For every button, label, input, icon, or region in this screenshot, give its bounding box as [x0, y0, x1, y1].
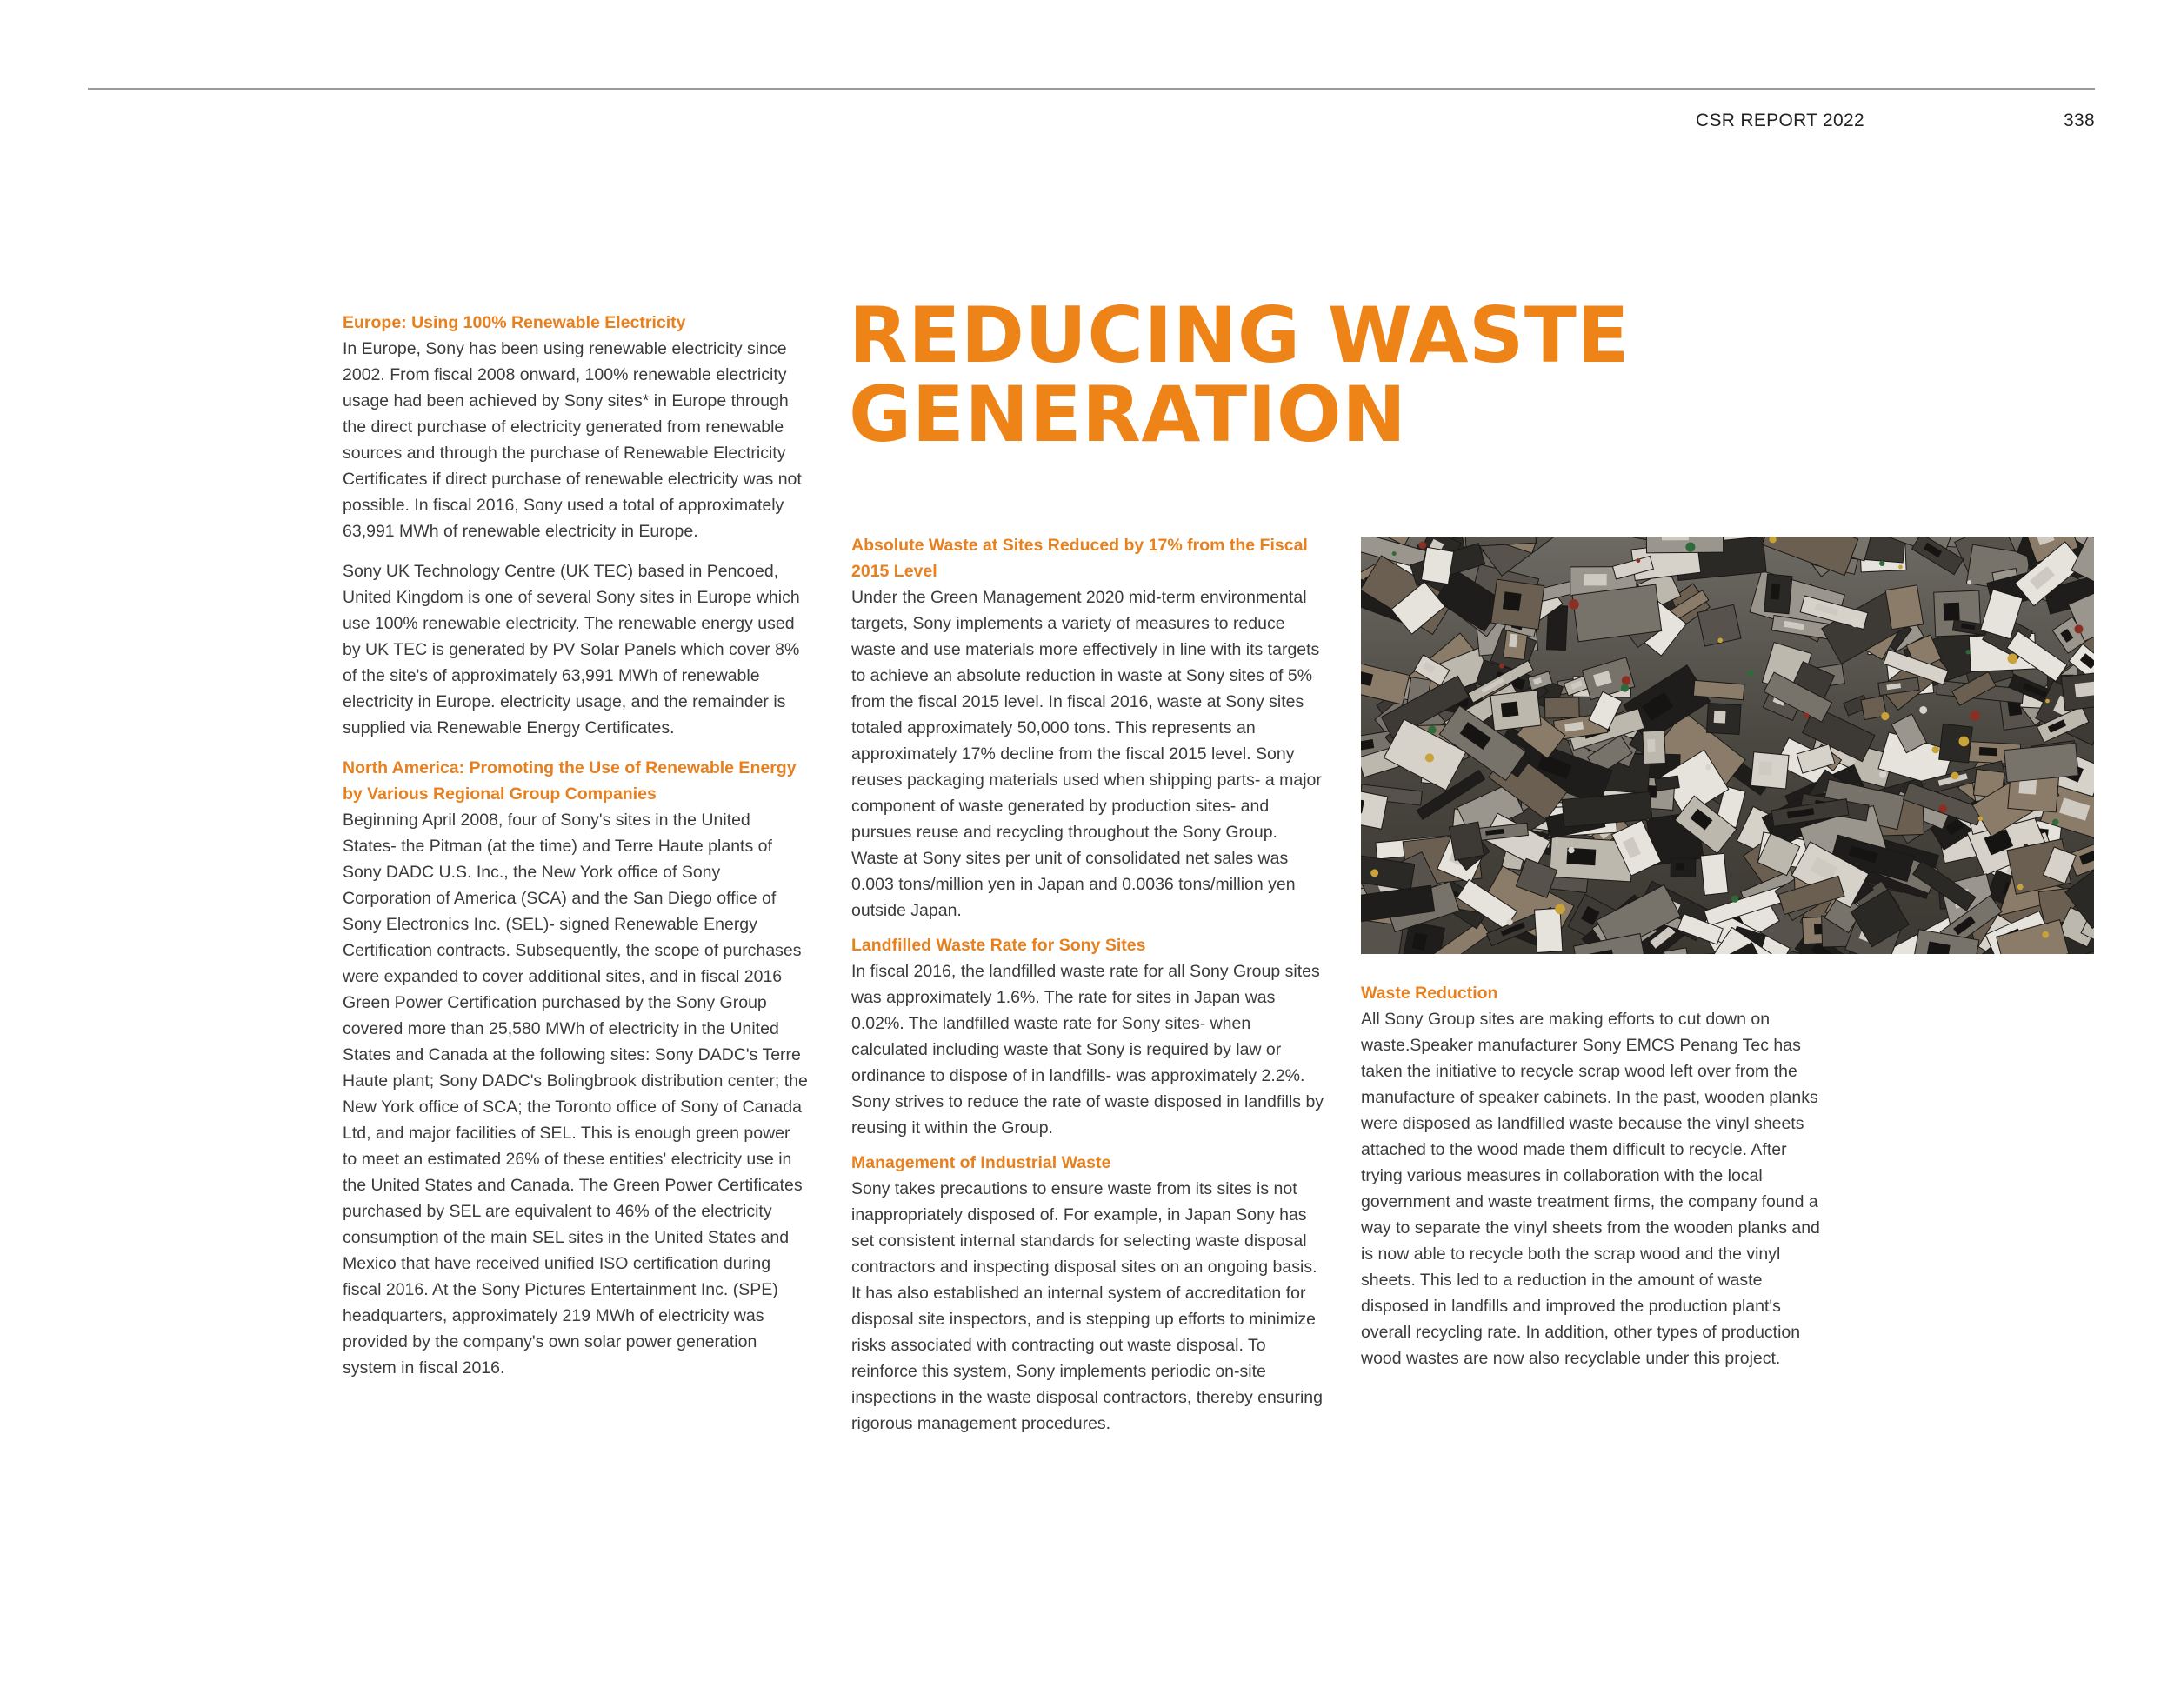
landfilled-body: In fiscal 2016, the landfilled waste rate for all Sony Group sites was approximately 1.6%. The rate for sites in Japan was 0.02%. The landfilled waste rate for Sony sites- when calculated including waste that Sony is required by law or ordinance to dispose of in landfills- was approximately 2.2%. Sony strives to reduce the rate of waste disposed in landfills by reusing it within the Group. [851, 962, 1324, 1138]
scrap-component [1978, 817, 1983, 821]
scrap-component [1568, 847, 1574, 853]
scrap-piece [1885, 585, 1924, 630]
europe-paragraph-1: In Europe, Sony has been using renewable electricity since 2002. From fiscal 2008 onward, 100% renewable electricity usage had been achieved by Sony sites* in Europe through the direct purchase of electricity generated from renewable sources and through the purchase of Renewable Electricity Certificates if direct purchase of renewable electricity was not possible. In fiscal 2016, Sony used a total of approximately 63,991 MWh of renewable electricity in Europe. [343, 339, 802, 541]
scrap-component [1569, 599, 1579, 610]
page-title [849, 290, 1892, 459]
scrap-component [1428, 726, 1436, 734]
scrap-component [2017, 884, 2024, 891]
scrap-piece [1535, 908, 1563, 952]
scrap-detail [1501, 702, 1519, 717]
scrap-component [1970, 711, 1979, 720]
absolute-waste-heading: Absolute Waste at Sites Reduced by 17% from the Fiscal 2015 Level [851, 536, 1308, 581]
scrap-component [1621, 684, 1629, 691]
scrap-detail [1714, 711, 1726, 723]
europe-heading: Europe: Using 100% Renewable Electricity [343, 313, 686, 332]
scrap-component [1966, 650, 1971, 654]
scrap-component [1879, 771, 1886, 778]
middle-column [851, 532, 1325, 1445]
scrap-detail [1979, 747, 1997, 756]
page-title-line-1: REDUCING WASTE [849, 290, 1630, 380]
e-waste-illustration [1361, 537, 2094, 954]
scrap-detail [1676, 863, 1684, 871]
scrap-component [1881, 712, 1889, 720]
landfilled-heading: Landfilled Waste Rate for Sony Sites [851, 936, 1146, 955]
scrap-piece [1544, 697, 1579, 718]
scrap-detail [1662, 537, 1689, 540]
scrap-detail [1503, 591, 1522, 611]
page-number: 338 [2064, 110, 2095, 130]
scrap-piece [1421, 547, 1453, 584]
scrap-piece [1701, 853, 1729, 895]
scrap-piece [1449, 822, 1484, 860]
scrap-component [1951, 772, 1959, 780]
left-column [343, 310, 808, 1395]
report-title: CSR REPORT 2022 [1696, 110, 1864, 130]
scrap-component [1731, 896, 1738, 903]
scrap-component [1636, 558, 1640, 563]
scrap-piece [2004, 744, 2079, 783]
scrap-component [1685, 543, 1695, 552]
scrap-component [1932, 746, 1939, 753]
scrap-detail [1509, 634, 1517, 648]
scrap-component [1392, 551, 1397, 556]
scrap-component [1622, 676, 1630, 684]
scrap-component [1555, 904, 1565, 915]
e-waste-photo [1361, 537, 2094, 954]
scrap-piece [1572, 584, 1661, 642]
scrap-detail [1759, 761, 1772, 776]
scrap-component [1419, 542, 1427, 550]
waste-reduction-body: All Sony Group sites are making efforts to cut down on waste.Speaker manufacturer Sony EMCS Penang Tec has taken the initiative to recycle scrap wood left over from the manufacture of speaker cabinets. In the past, wooden planks were disposed as landfilled waste because the vinyl sheets attached to the wood made them difficult to recycle. After trying various measures in collaboration with the local government and waste treatment firms, the company found a way to separate the vinyl sheets from the wooden planks and is now able to recycle both the scrap wood and the vinyl sheets. This led to a reduction in the amount of waste disposed in landfills and improved the production plant's overall recycling rate. In addition, other types of production wood wastes are now also recyclable under this project. [1361, 1010, 1820, 1368]
scrap-component [1959, 737, 1970, 747]
scrap-component [1370, 869, 1378, 877]
scrap-detail [1647, 739, 1655, 752]
waste-reduction-heading: Waste Reduction [1361, 984, 1498, 1003]
scrap-detail [1944, 603, 1960, 621]
scrap-component [1804, 713, 1809, 718]
scrap-component [1499, 664, 1504, 669]
scrap-component [2052, 819, 2058, 825]
scrap-component [1717, 638, 1723, 644]
north-america-paragraph: Beginning April 2008, four of Sony's sites in the United States- the Pitman (at the time) and Terre Haute plants of Sony DADC U.S. Inc., the New York office of Sony Corporation of America (SCA) and the San Diego office of Sony Electronics Inc. (SEL)- signed Renewable Energy Certification contracts. Subsequently, the scope of purchases were expanded to cover additional sites, and in fiscal 2016 Green Power Certification purchased by the Sony Group covered more than 25,580 MWh of electricity in the United States and Canada at the following sites: Sony DADC's Terre Haute plant; Sony DADC's Bolingbrook distribution center; the New York office of SCA; the Toronto office of Sony of Canada Ltd, and major facilities of SEL. This is enough green power to meet an estimated 26% of these entities' electricity use in the United States and Canada. The Green Power Certificates purchased by SEL are equivalent to 46% of the electricity consumption of the main SEL sites in the United States and Mexico that have received unified ISO certification during fiscal 2016. At the Sony Pictures Entertainment Inc. (SPE) headquarters, approximately 219 MWh of electricity was provided by the company's own solar power generation system in fiscal 2016. [343, 811, 808, 1378]
scrap-component [1898, 565, 1903, 570]
industrial-waste-heading: Management of Industrial Waste [851, 1153, 1111, 1172]
scrap-component [2042, 931, 2049, 938]
scrap-detail [1584, 574, 1607, 585]
scrap-detail [1771, 584, 1781, 599]
industrial-waste-body: Sony takes precautions to ensure waste from its sites is not inappropriately disposed of. For example, in Japan Sony has set consistent internal standards for selecting waste disposal contractors and inspecting disposal sites on an ongoing basis. It has also established an internal system of accreditation for disposal site inspectors, and is stepping up efforts to minimize risks associated with contracting out waste disposal. To reinforce this system, Sony implements periodic on-site inspections in the waste disposal contractors, thereby ensuring rigorous management procedures. [851, 1179, 1323, 1433]
north-america-heading: North America: Promoting the Use of Renewable Energy by Various Regional Group Companies [343, 758, 797, 804]
scrap-component [2045, 699, 2050, 704]
scrap-component [1879, 561, 1884, 566]
scrap-component [1747, 670, 1753, 676]
europe-paragraph-2: Sony UK Technology Centre (UK TEC) based in Pencoed, United Kingdom is one of several Sony sites in Europe which use 100% renewable electricity. The renewable energy used by UK TEC is generated by PV Solar Panels which cover 8% of the site's of approximately 63,991 MWh of renewable electricity in Europe. electricity usage, and the remainder is supplied via Renewable Energy Certificates. [343, 562, 800, 737]
scrap-detail [2075, 682, 2094, 697]
scrap-component [1705, 764, 1711, 770]
page-title-line-2: GENERATION [849, 370, 1407, 459]
header-rule [88, 88, 2095, 90]
scrap-component [1967, 580, 1971, 584]
scrap-component [1938, 804, 1946, 812]
scrap-component [1919, 706, 1927, 714]
scrap-component [1851, 617, 1860, 627]
scrap-component [1506, 919, 1512, 925]
scrap-component [1425, 753, 1434, 762]
right-column [1361, 980, 1831, 1380]
absolute-waste-body: Under the Green Management 2020 mid-term environmental targets, Sony implements a variety of measures to reduce waste and use materials more effectively in line with its targets to achieve an absolute reduction in waste at Sony sites of 5% from the fiscal 2015 level. In fiscal 2016, waste at Sony sites totaled approximately 50,000 tons. This represents an approximately 17% decline from the fiscal 2015 level. Sony reuses packaging materials used when shipping parts- a major component of waste generated by production sites- and pursues reuse and recycling throughout the Sony Group. Waste at Sony sites per unit of consolidated net sales was 0.003 tons/million yen in Japan and 0.0036 tons/million yen outside Japan. [851, 588, 1322, 920]
scrap-component [2074, 624, 2083, 633]
scrap-component [2008, 654, 2018, 664]
